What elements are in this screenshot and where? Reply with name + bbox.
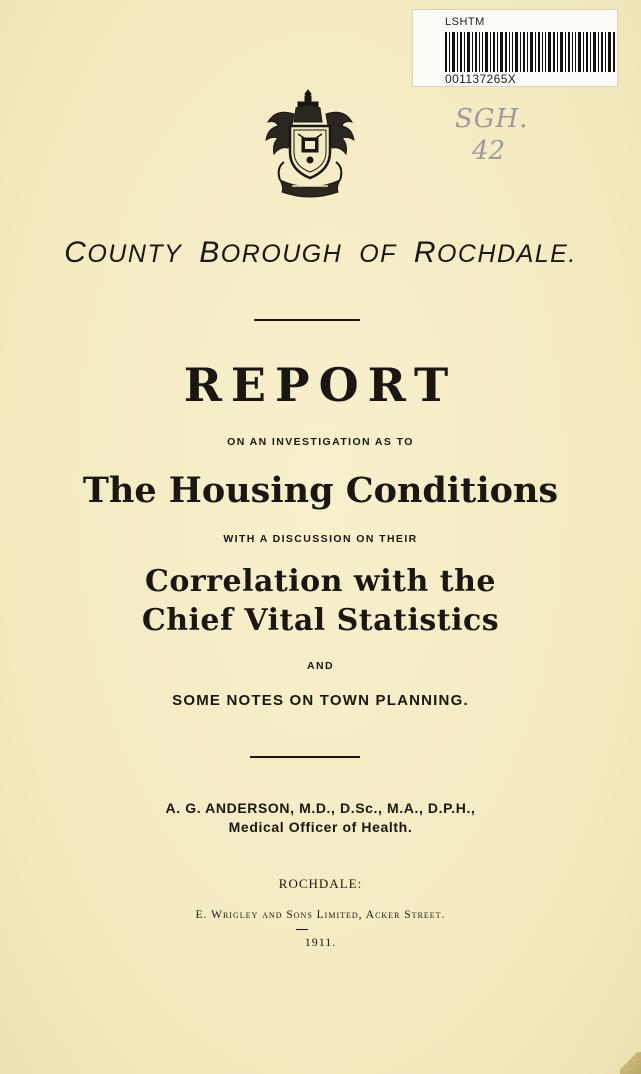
barcode-number: 001137265X — [445, 72, 517, 86]
secondary-title-line-2: Chief Vital Statistics — [141, 603, 500, 638]
author-name: A. G. ANDERSON, M.D., D.Sc., M.A., D.P.H., — [165, 800, 476, 816]
imprint-place: ROCHDALE: — [278, 876, 363, 891]
library-code: LSHTM — [445, 16, 485, 28]
borough-initial-4: R — [413, 236, 437, 269]
divider-bottom — [250, 756, 360, 758]
conjunction-and: AND — [307, 660, 334, 672]
borough-heading — [0, 236, 641, 270]
handwritten-shelf-number: 42 — [472, 136, 506, 166]
borough-word-3: OF — [359, 240, 397, 268]
library-barcode-label — [412, 9, 618, 87]
borough-word-2: OROUGH — [220, 240, 343, 268]
subtitle-investigation: ON AN INVESTIGATION AS TO — [227, 436, 414, 448]
divider-top — [254, 319, 360, 321]
report-title: REPORT — [183, 358, 458, 412]
main-title: The Housing Conditions — [82, 470, 559, 511]
subtitle-discussion: WITH A DISCUSSION ON THEIR — [223, 533, 418, 545]
town-planning-line: SOME NOTES ON TOWN PLANNING. — [172, 692, 469, 709]
author-role: Medical Officer of Health. — [228, 819, 413, 835]
barcode-icon — [445, 32, 615, 72]
borough-initial-2: B — [199, 236, 221, 269]
borough-initial-1: C — [64, 236, 88, 269]
secondary-title-line-1: Correlation with the — [144, 564, 497, 599]
imprint-publisher: E. Wrigley and Sons Limited, Acker Street. — [195, 909, 446, 921]
imprint-dash — [296, 929, 308, 930]
page-corner-tab — [620, 1052, 641, 1074]
borough-word-4: OCHDALE. — [436, 240, 577, 268]
handwritten-shelf-mark: SGH. — [455, 104, 529, 134]
borough-word-1: OUNTY — [87, 240, 183, 268]
coat-of-arms-icon — [258, 86, 362, 204]
imprint-year: 1911. — [304, 935, 337, 949]
